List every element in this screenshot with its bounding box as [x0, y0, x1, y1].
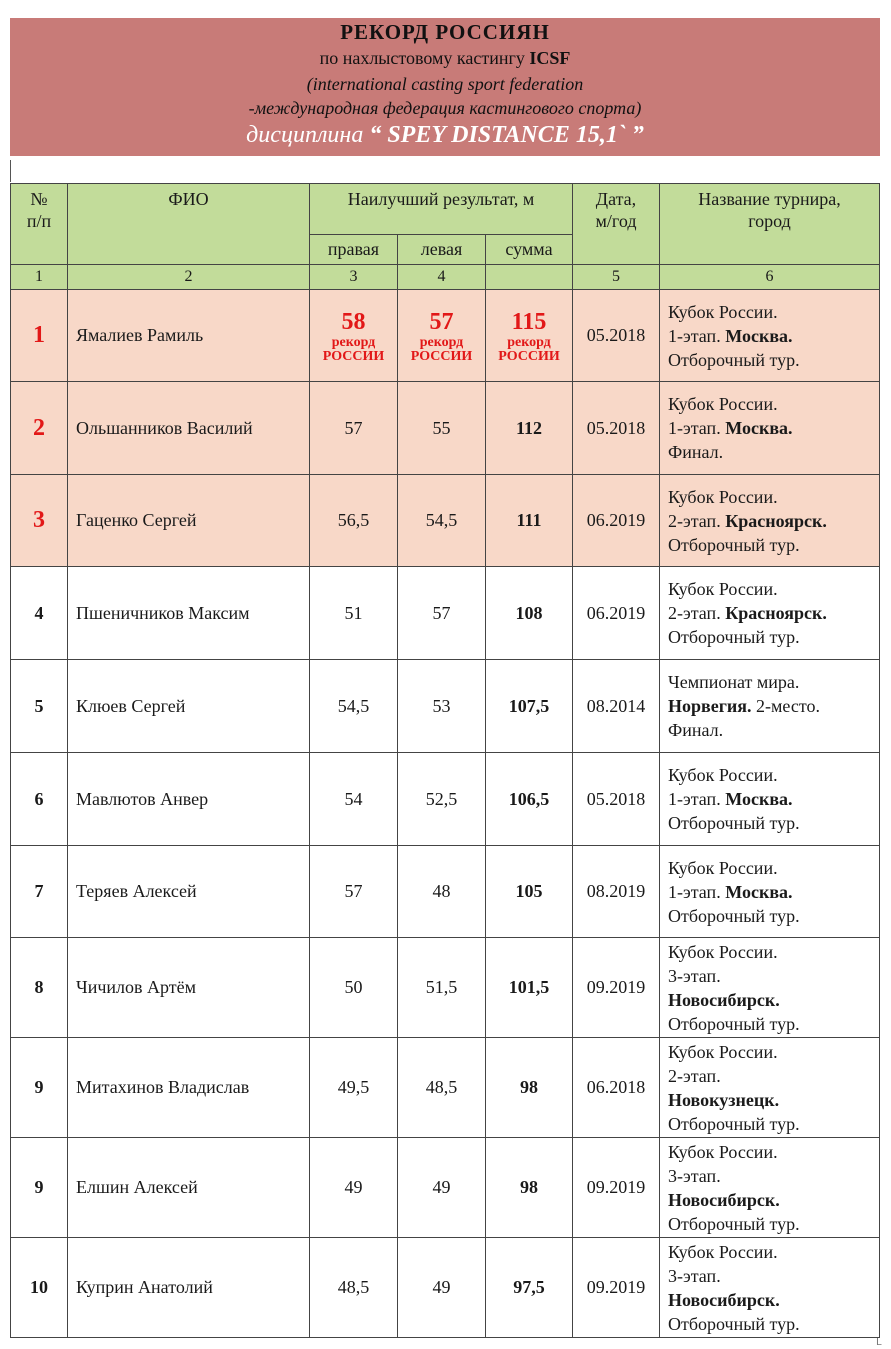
tournament-cell: Кубок России. 3-этап. Новосибирск. Отборочный тур.: [660, 1138, 880, 1238]
rank-cell: 8: [11, 938, 68, 1038]
table-row: [11, 1038, 880, 1138]
col-num: 1: [11, 265, 68, 290]
table-row: [11, 938, 880, 1038]
column-number-row: [11, 265, 880, 290]
sum-result: 98: [486, 1038, 573, 1138]
date-cell: 08.2014: [573, 660, 660, 753]
right-result: 56,5: [310, 475, 398, 567]
records-table: [10, 183, 880, 1338]
left-result: 49: [398, 1138, 486, 1238]
athlete-name: Чичилов Артём: [68, 938, 310, 1038]
table-row: [11, 290, 880, 382]
athlete-name: Куприн Анатолий: [68, 1238, 310, 1338]
tournament-cell: Кубок России. 1-этап. Москва. Отборочный тур.: [660, 846, 880, 938]
sum-result: 105: [486, 846, 573, 938]
right-result: 49: [310, 1138, 398, 1238]
rank-cell: 3: [11, 475, 68, 567]
col-num: 2: [68, 265, 310, 290]
left-result: 51,5: [398, 938, 486, 1038]
right-result: 51: [310, 567, 398, 660]
sum-result: 112: [486, 382, 573, 475]
subtitle-bold: ICSF: [529, 48, 571, 68]
col-num: 4: [398, 265, 486, 290]
rank-cell: 2: [11, 382, 68, 475]
left-result: 48: [398, 846, 486, 938]
header-num: № п/п: [11, 184, 68, 265]
right-result: 48,5: [310, 1238, 398, 1338]
left-result: 52,5: [398, 753, 486, 846]
corner-mark: L: [876, 1337, 882, 1348]
tournament-cell: Кубок России. 1-этап. Москва. Отборочный тур.: [660, 753, 880, 846]
left-result: 57: [398, 567, 486, 660]
date-cell: 06.2019: [573, 475, 660, 567]
header-name: ФИО: [68, 184, 310, 265]
table-row: [11, 660, 880, 753]
left-record: 57 рекорд РОССИИ: [398, 290, 486, 382]
header-best-result: Наилучший результат, м: [310, 184, 573, 235]
athlete-name: Ямалиев Рамиль: [68, 290, 310, 382]
right-result: 57: [310, 382, 398, 475]
left-result: 48,5: [398, 1038, 486, 1138]
col-num: 6: [660, 265, 880, 290]
tournament-cell: Кубок России. 1-этап. Москва. Отборочный тур.: [660, 290, 880, 382]
header-tournament: Название турнира, город: [660, 184, 880, 265]
right-result: 54: [310, 753, 398, 846]
date-cell: 05.2018: [573, 290, 660, 382]
col-num: 3: [310, 265, 398, 290]
tournament-cell: Кубок России. 1-этап. Москва. Финал.: [660, 382, 880, 475]
table-row: [11, 1238, 880, 1338]
athlete-name: Теряев Алексей: [68, 846, 310, 938]
sum-result: 97,5: [486, 1238, 573, 1338]
sum-result: 107,5: [486, 660, 573, 753]
discipline-prefix: дисциплина: [246, 122, 370, 148]
rank-cell: 4: [11, 567, 68, 660]
header-sum: сумма: [486, 235, 573, 265]
athlete-name: Мавлютов Анвер: [68, 753, 310, 846]
page-title: РЕКОРД РОССИЯН: [340, 20, 550, 44]
right-record: 58 рекорд РОССИИ: [310, 290, 398, 382]
col-num: [486, 265, 573, 290]
header-date: Дата, м/год: [573, 184, 660, 265]
table-row: [11, 753, 880, 846]
right-result: 49,5: [310, 1038, 398, 1138]
athlete-name: Пшеничников Максим: [68, 567, 310, 660]
divider-mark: [10, 160, 11, 182]
discipline-line: [10, 122, 880, 149]
header-left: левая: [398, 235, 486, 265]
rank-cell: 7: [11, 846, 68, 938]
date-cell: 06.2018: [573, 1038, 660, 1138]
athlete-name: Клюев Сергей: [68, 660, 310, 753]
date-cell: 06.2019: [573, 567, 660, 660]
tournament-cell: Кубок России. 3-этап. Новосибирск. Отборочный тур.: [660, 1238, 880, 1338]
table-row: [11, 1138, 880, 1238]
header-right: правая: [310, 235, 398, 265]
date-cell: 08.2019: [573, 846, 660, 938]
date-cell: 09.2019: [573, 1238, 660, 1338]
tournament-cell: Кубок России. 2-этап. Новокузнецк. Отборочный тур.: [660, 1038, 880, 1138]
athlete-name: Митахинов Владислав: [68, 1038, 310, 1138]
discipline-name: “ SPEY DISTANCE 15,1` ”: [369, 122, 644, 148]
left-result: 53: [398, 660, 486, 753]
rank-cell: 6: [11, 753, 68, 846]
federation-line: (international casting sport federation: [306, 74, 584, 94]
table-row: [11, 567, 880, 660]
right-result: 54,5: [310, 660, 398, 753]
sum-result: 101,5: [486, 938, 573, 1038]
sum-result: 106,5: [486, 753, 573, 846]
tournament-cell: Кубок России. 2-этап. Красноярск. Отборочный тур.: [660, 567, 880, 660]
tournament-cell: Чемпионат мира. Норвегия. 2-место. Финал.: [660, 660, 880, 753]
left-result: 55: [398, 382, 486, 475]
date-cell: 09.2019: [573, 938, 660, 1038]
right-result: 50: [310, 938, 398, 1038]
table-row: [11, 382, 880, 475]
date-cell: 09.2019: [573, 1138, 660, 1238]
sum-result: 111: [486, 475, 573, 567]
right-result: 57: [310, 846, 398, 938]
header-row: [11, 184, 880, 235]
rank-cell: 9: [11, 1038, 68, 1138]
rank-cell: 5: [11, 660, 68, 753]
federation-line-ru: -международная федерация кастингового спорта): [248, 98, 642, 118]
athlete-name: Ольшанников Василий: [68, 382, 310, 475]
rank-cell: 10: [11, 1238, 68, 1338]
col-num: 5: [573, 265, 660, 290]
tournament-cell: Кубок России. 3-этап. Новосибирск. Отборочный тур.: [660, 938, 880, 1038]
tournament-cell: Кубок России. 2-этап. Красноярск. Отборочный тур.: [660, 475, 880, 567]
left-result: 49: [398, 1238, 486, 1338]
sum-result: 108: [486, 567, 573, 660]
title-banner: [10, 18, 880, 156]
sum-record: 115 рекорд РОССИИ: [486, 290, 573, 382]
page-subtitle: [10, 48, 880, 69]
left-result: 54,5: [398, 475, 486, 567]
table-row: [11, 475, 880, 567]
athlete-name: Гаценко Сергей: [68, 475, 310, 567]
sum-result: 98: [486, 1138, 573, 1238]
rank-cell: 1: [11, 290, 68, 382]
date-cell: 05.2018: [573, 753, 660, 846]
table-row: [11, 846, 880, 938]
athlete-name: Елшин Алексей: [68, 1138, 310, 1238]
subtitle-text: по нахлыстовому кастингу: [319, 48, 530, 68]
date-cell: 05.2018: [573, 382, 660, 475]
rank-cell: 9: [11, 1138, 68, 1238]
